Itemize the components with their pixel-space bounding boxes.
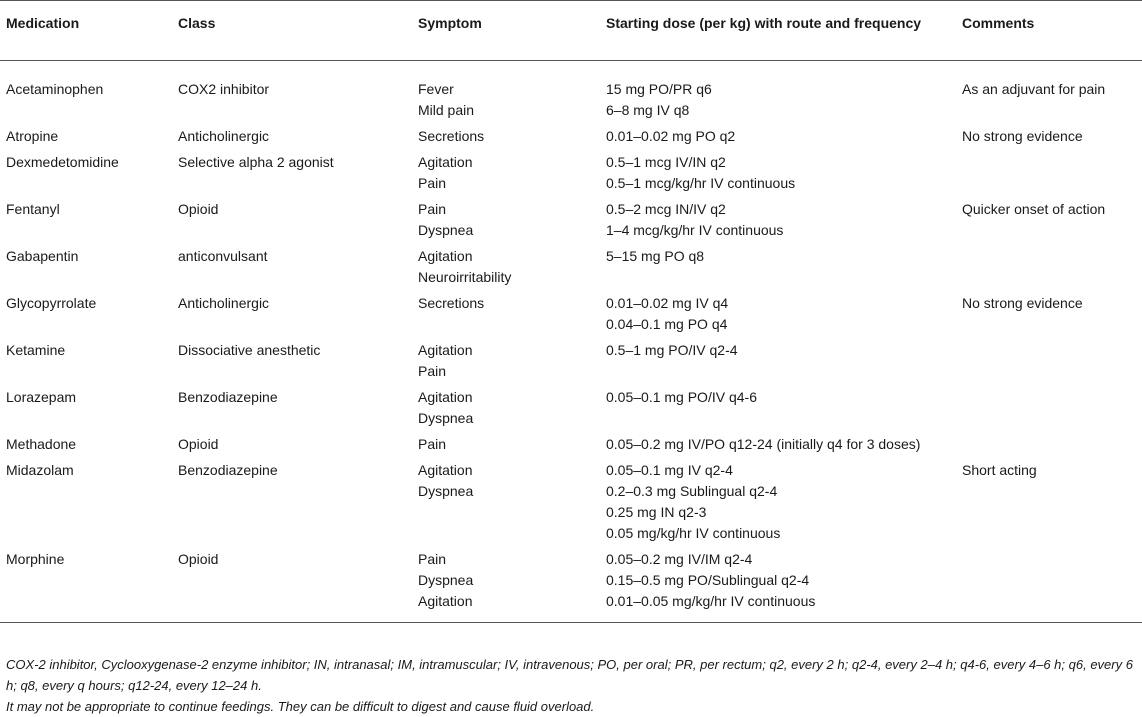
symptom-cell [412, 387, 600, 434]
symptom-line: Dyspnea [418, 222, 474, 238]
comment-cell [956, 152, 1142, 199]
dose-line: 1–4 mcg/kg/hr IV continuous [606, 222, 784, 238]
symptom-cell [412, 152, 600, 199]
medication-cell: Morphine [0, 549, 172, 623]
dose-line: 0.2–0.3 mg Sublingual q2-4 [606, 483, 778, 499]
symptom-line: Agitation [418, 389, 473, 405]
comment-cell [956, 340, 1142, 387]
dose-cell [600, 387, 956, 434]
comment-cell: No strong evidence [962, 128, 1083, 144]
table-row [0, 293, 1142, 340]
table-row [0, 434, 1142, 460]
table-row [0, 387, 1142, 434]
symptom-line: Neuroirritability [418, 269, 512, 285]
symptom-cell [412, 293, 600, 340]
medication-cell: Glycopyrrolate [6, 295, 97, 311]
table-row [0, 340, 1142, 387]
symptom-line: Pain [418, 551, 447, 567]
header-row [0, 1, 1142, 61]
symptom-line: Agitation [418, 248, 473, 264]
comment-cell [956, 387, 1142, 434]
footnote-feedings: It may not be appropriate to continue feedings. They can be difficult to digest and cause fluid overload. [6, 699, 595, 714]
symptom-line: Dyspnea [418, 410, 474, 426]
dose-cell [600, 293, 956, 340]
class-cell: Dissociative anesthetic [178, 342, 321, 358]
table-row [0, 246, 1142, 293]
medication-cell: Fentanyl [6, 201, 60, 217]
symptom-line: Dyspnea [418, 572, 474, 588]
dose-line: 0.25 mg IN q2-3 [606, 504, 707, 520]
dose-line: 15 mg PO/PR q6 [606, 81, 712, 97]
class-cell: Anticholinergic [178, 295, 270, 311]
medication-cell: Ketamine [6, 342, 66, 358]
symptom-cell [412, 61, 600, 127]
dose-line: 5–15 mg PO q8 [606, 248, 705, 264]
header-symptom: Symptom [412, 1, 600, 61]
dose-line: 0.05–0.2 mg IV/IM q2-4 [606, 551, 753, 567]
symptom-cell [412, 460, 600, 549]
symptom-line: Agitation [418, 462, 473, 478]
symptom-cell [412, 340, 600, 387]
comment-cell [956, 549, 1142, 623]
dose-cell [600, 126, 956, 152]
dose-cell [600, 199, 956, 246]
table-header [0, 1, 1142, 61]
header-class: Class [172, 1, 412, 61]
dose-cell [600, 460, 956, 549]
class-cell: Opioid [178, 436, 219, 452]
symptom-line: Pain [418, 175, 447, 191]
symptom-line: Pain [418, 201, 447, 217]
class-cell: Anticholinergic [178, 128, 270, 144]
table-row [0, 152, 1142, 199]
dose-line: 0.05–0.2 mg IV/PO q12-24 (initially q4 for 3 doses) [606, 436, 921, 452]
comment-cell [956, 434, 1142, 460]
table-row [0, 460, 1142, 549]
table-row [0, 549, 1142, 623]
dose-line: 0.05–0.1 mg PO/IV q4-6 [606, 389, 757, 405]
class-cell: Benzodiazepine [178, 462, 278, 478]
medication-cell: Midazolam [6, 462, 74, 478]
medication-cell: Atropine [6, 128, 59, 144]
class-cell: Benzodiazepine [178, 389, 278, 405]
class-cell: Selective alpha 2 agonist [178, 154, 334, 170]
table-row [0, 61, 1142, 127]
comment-cell: Quicker onset of action [962, 201, 1106, 217]
symptom-cell [412, 126, 600, 152]
table-body [0, 61, 1142, 623]
medication-cell: Gabapentin [6, 248, 79, 264]
dose-line: 0.5–2 mcg IN/IV q2 [606, 201, 726, 217]
symptom-line: Agitation [418, 154, 473, 170]
symptom-line: Fever [418, 81, 454, 97]
table-row [0, 126, 1142, 152]
medication-cell: Acetaminophen [6, 81, 104, 97]
header-medication: Medication [0, 1, 172, 61]
dose-cell [600, 152, 956, 199]
dose-line: 0.01–0.02 mg IV q4 [606, 295, 729, 311]
class-cell: anticonvulsant [178, 248, 268, 264]
symptom-line: Agitation [418, 342, 473, 358]
dose-cell [600, 549, 956, 623]
class-cell: Opioid [172, 549, 412, 623]
dose-cell [600, 61, 956, 127]
dose-line: 0.05 mg/kg/hr IV continuous [606, 525, 781, 541]
dose-line: 0.5–1 mcg/kg/hr IV continuous [606, 175, 796, 191]
symptom-line: Agitation [418, 593, 473, 609]
dose-line: 0.05–0.1 mg IV q2-4 [606, 462, 733, 478]
symptom-cell [412, 246, 600, 293]
header-comments: Comments [956, 1, 1142, 61]
medication-cell: Methadone [6, 436, 77, 452]
symptom-line: Mild pain [418, 102, 475, 118]
dose-line: 0.04–0.1 mg PO q4 [606, 316, 728, 332]
comment-cell: As an adjuvant for pain [962, 81, 1106, 97]
comment-cell: No strong evidence [962, 295, 1083, 311]
symptom-line: Secretions [418, 295, 485, 311]
class-cell: COX2 inhibitor [178, 81, 270, 97]
class-cell: Opioid [178, 201, 219, 217]
dose-line: 6–8 mg IV q8 [606, 102, 690, 118]
comment-cell: Short acting [962, 462, 1037, 478]
dose-line: 0.01–0.05 mg/kg/hr IV continuous [606, 593, 816, 609]
dose-line: 0.5–1 mcg IV/IN q2 [606, 154, 726, 170]
symptom-line: Dyspnea [418, 483, 474, 499]
symptom-cell [412, 434, 600, 460]
dose-cell [600, 340, 956, 387]
symptom-line: Secretions [418, 128, 485, 144]
dose-line: 0.5–1 mg PO/IV q2-4 [606, 342, 738, 358]
footnote-abbreviations: COX-2 inhibitor, Cyclooxygenase-2 enzyme inhibitor; IN, intranasal; IM, intramuscular; IV, intravenous; PO, per oral; PR, per rectum; q2, every 2 h; q2-4, every 2–4 h; q4-6, every 4–6 h; q6, every 6 h; q8, every q hours; q12-24, every 12–24 h. [6, 657, 1133, 693]
dose-line: 0.01–0.02 mg PO q2 [606, 128, 736, 144]
symptom-line: Pain [418, 436, 447, 452]
medication-cell: Lorazepam [6, 389, 77, 405]
dose-cell [600, 246, 956, 293]
header-starting-dose: Starting dose (per kg) with route and frequency [600, 1, 956, 61]
medication-cell: Dexmedetomidine [6, 154, 119, 170]
comment-cell [956, 246, 1142, 293]
symptom-cell [412, 199, 600, 246]
table-row [0, 199, 1142, 246]
dose-line: 0.15–0.5 mg PO/Sublingual q2-4 [606, 572, 810, 588]
table-footnotes [6, 654, 1136, 717]
dose-cell [600, 434, 956, 460]
symptom-cell [412, 549, 600, 623]
symptom-line: Pain [418, 363, 447, 379]
